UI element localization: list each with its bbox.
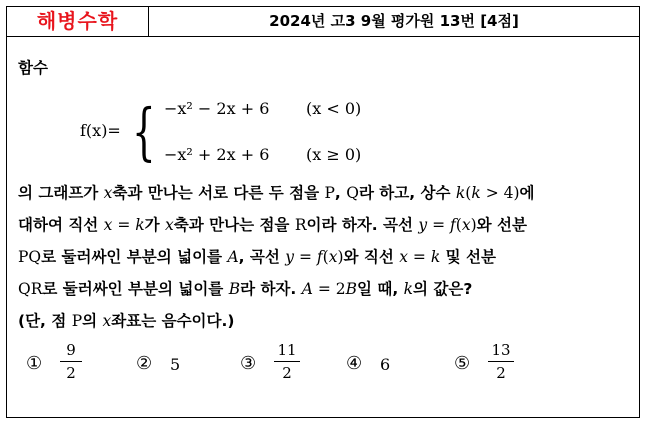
- choice-5-fraction: 13 2: [488, 340, 514, 383]
- left-brace: {: [132, 95, 156, 168]
- choice-3-label: ③: [240, 353, 257, 374]
- problem-intro: [18, 52, 622, 84]
- problem-statement: [18, 177, 622, 337]
- brand-label: 해병수학: [7, 7, 149, 36]
- choice-1-fraction: 9 2: [60, 340, 82, 383]
- choice-1-label: ①: [26, 353, 43, 374]
- exam-title: 2024년 고3 9월 평가원 13번 [4점]: [269, 12, 519, 30]
- choice-4-value: 6: [380, 355, 391, 374]
- case-1-condition: (x < 0): [306, 99, 362, 118]
- statement-line-4: QR로 둘러싸인 부분의 넓이를 B라 하자. A = 2B일 때, k의 값은?: [18, 280, 473, 298]
- statement-line-1: 의 그래프가 x축과 만나는 서로 다른 두 점을 P, Q라 하고, 상수 k(k > 4)에: [18, 184, 535, 202]
- case-2-condition: (x ≥ 0): [306, 145, 362, 164]
- statement-line-5: (단, 점 P의 x좌표는 음수이다.): [18, 312, 235, 330]
- choice-2-label: ②: [136, 353, 153, 374]
- header-bar: [7, 7, 639, 37]
- function-name: f(x)=: [80, 121, 121, 140]
- problem-body: [18, 52, 622, 84]
- choice-4-label: ④: [346, 353, 363, 374]
- intro-text: 함수: [18, 59, 48, 77]
- piecewise-function: [80, 93, 410, 173]
- case-1-expr: −x² − 2x + 6: [164, 99, 270, 118]
- choice-5-label: ⑤: [454, 353, 471, 374]
- choice-3-fraction: 11 2: [274, 340, 300, 383]
- choice-2-value: 5: [170, 355, 181, 374]
- statement-line-3: PQ로 둘러싸인 부분의 넓이를 A, 곡선 y = f(x)와 직선 x = k 및 선분: [18, 248, 496, 266]
- case-2-expr: −x² + 2x + 6: [164, 145, 270, 164]
- answer-choices: [18, 340, 622, 390]
- statement-line-2: 대하여 직선 x = k가 x축과 만나는 점을 R이라 하자. 곡선 y = f(x)와 선분: [18, 216, 527, 234]
